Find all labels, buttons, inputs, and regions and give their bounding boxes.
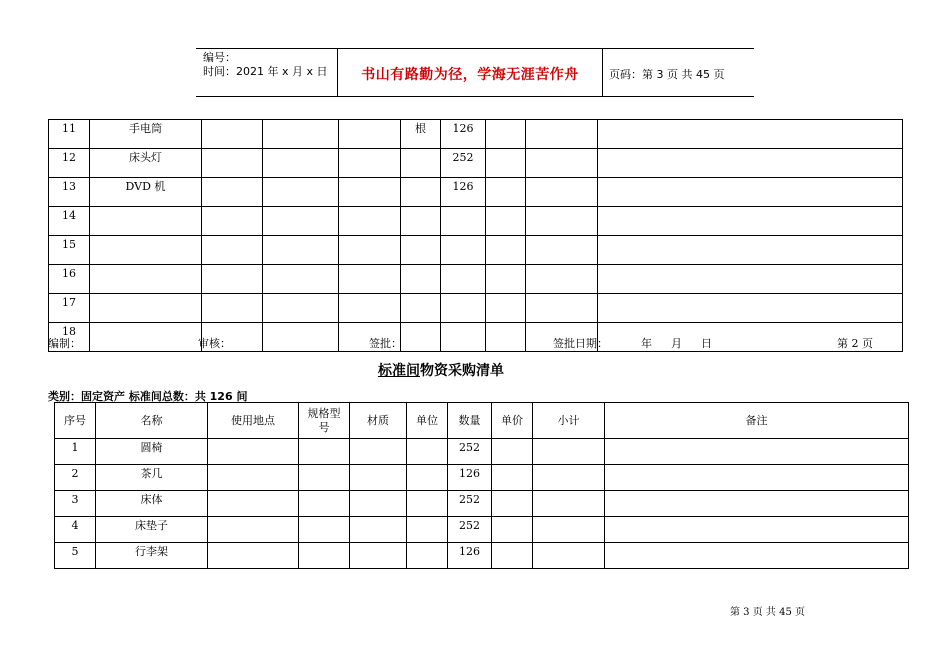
header-cell: 备注 (605, 403, 909, 439)
approve-date-label: 签批日期： (553, 337, 608, 350)
table-cell (598, 149, 903, 178)
table-cell (598, 120, 903, 149)
table-cell (202, 120, 263, 149)
table-cell (90, 207, 202, 236)
table-cell (407, 543, 448, 569)
table-cell (350, 517, 407, 543)
purchase-table (54, 402, 909, 569)
table-cell (202, 294, 263, 323)
table-cell (208, 543, 299, 569)
table-cell (401, 265, 441, 294)
table-cell (263, 178, 339, 207)
table-cell (441, 265, 486, 294)
table-cell (605, 491, 909, 517)
table-cell: 126 (448, 465, 492, 491)
table-cell (492, 543, 533, 569)
table-cell (299, 439, 350, 465)
table-cell: 15 (49, 236, 90, 265)
header-cell: 使用地点 (208, 403, 299, 439)
table-row (49, 149, 903, 178)
table-cell (605, 439, 909, 465)
table-cell (401, 236, 441, 265)
table-cell (263, 323, 339, 352)
table-cell (533, 543, 605, 569)
table-cell: DVD 机 (90, 178, 202, 207)
table-cell (202, 149, 263, 178)
table-cell (208, 439, 299, 465)
year-label: 年 (641, 337, 652, 350)
table-cell: 5 (55, 543, 96, 569)
reviewer-label: 审核： (198, 337, 231, 350)
table-cell (208, 465, 299, 491)
table-cell (526, 207, 598, 236)
table-row (49, 207, 903, 236)
table-cell: 行李架 (96, 543, 208, 569)
header-top-rule (196, 48, 754, 49)
table-cell: 茶几 (96, 465, 208, 491)
table-cell: 252 (448, 517, 492, 543)
day-label: 日 (701, 337, 712, 350)
table-row (49, 120, 903, 149)
table-cell (339, 236, 401, 265)
approver-label: 签批： (369, 337, 402, 350)
table-cell (526, 236, 598, 265)
table-cell (299, 543, 350, 569)
table-cell (605, 517, 909, 543)
table-cell (90, 294, 202, 323)
table-cell (533, 491, 605, 517)
table-cell (526, 120, 598, 149)
table-cell (299, 517, 350, 543)
table-cell (492, 439, 533, 465)
table-cell (526, 265, 598, 294)
table-cell: 手电筒 (90, 120, 202, 149)
table-cell: 252 (448, 439, 492, 465)
table-cell: 126 (448, 543, 492, 569)
table-cell (90, 236, 202, 265)
header-meta (203, 51, 328, 79)
table-cell (202, 207, 263, 236)
table-row (55, 543, 909, 569)
table-cell (202, 236, 263, 265)
table-cell (486, 149, 526, 178)
table-cell (407, 465, 448, 491)
table-cell (486, 294, 526, 323)
table-cell: 3 (55, 491, 96, 517)
table-cell (90, 323, 202, 352)
header-cell: 小计 (533, 403, 605, 439)
table-cell (401, 149, 441, 178)
table-row (55, 439, 909, 465)
table-cell (441, 236, 486, 265)
table-cell (208, 491, 299, 517)
table-cell (350, 465, 407, 491)
table-cell (598, 178, 903, 207)
table-cell: 18 (49, 323, 90, 352)
purchase-table-continued (48, 119, 903, 352)
table-cell: 14 (49, 207, 90, 236)
table-cell (526, 149, 598, 178)
table-cell (263, 149, 339, 178)
table-cell: 17 (49, 294, 90, 323)
header-bottom-rule (196, 96, 754, 97)
table-row (49, 178, 903, 207)
header-divider (602, 49, 603, 96)
table-cell: 床体 (96, 491, 208, 517)
table-cell (492, 491, 533, 517)
table-header-row (55, 403, 909, 439)
header-cell: 单价 (492, 403, 533, 439)
section-title-rest: 物资采购清单 (420, 363, 504, 379)
header-cell: 规格型号 (299, 403, 350, 439)
table-cell (263, 207, 339, 236)
table-cell: 11 (49, 120, 90, 149)
page-number-label: 第 2 页 (837, 337, 873, 350)
table-cell (339, 120, 401, 149)
table-cell: 圆椅 (96, 439, 208, 465)
header-cell: 序号 (55, 403, 96, 439)
table-cell (486, 207, 526, 236)
table-cell (486, 178, 526, 207)
table-cell: 126 (441, 120, 486, 149)
header-cell: 名称 (96, 403, 208, 439)
table-cell: 2 (55, 465, 96, 491)
table-cell: 126 (441, 178, 486, 207)
table-cell (339, 265, 401, 294)
table-cell (526, 178, 598, 207)
table-cell (533, 465, 605, 491)
table-cell (598, 236, 903, 265)
table-cell (441, 294, 486, 323)
header-page-label: 页码：第 3 页 共 45 页 (609, 68, 725, 81)
table-cell (486, 120, 526, 149)
table-cell (339, 207, 401, 236)
header-cell: 单位 (407, 403, 448, 439)
table-cell: 床头灯 (90, 149, 202, 178)
table-cell (407, 439, 448, 465)
table-cell: 1 (55, 439, 96, 465)
editor-label: 编制： (48, 337, 81, 350)
table-cell (492, 517, 533, 543)
table-cell (407, 491, 448, 517)
table-cell (486, 236, 526, 265)
table-row (49, 236, 903, 265)
header-cell: 数量 (448, 403, 492, 439)
table-cell (605, 465, 909, 491)
table-cell (339, 294, 401, 323)
table-cell (486, 323, 526, 352)
table-cell (598, 207, 903, 236)
table-cell: 床垫子 (96, 517, 208, 543)
table-cell: 252 (441, 149, 486, 178)
table-cell: 16 (49, 265, 90, 294)
table-row (55, 465, 909, 491)
table-cell (533, 517, 605, 543)
table-cell (598, 265, 903, 294)
table-row (55, 491, 909, 517)
table-row (55, 517, 909, 543)
table-row (49, 323, 903, 352)
table-cell (441, 323, 486, 352)
table-cell (401, 207, 441, 236)
table-cell (350, 543, 407, 569)
table-cell (526, 294, 598, 323)
header-cell: 材质 (350, 403, 407, 439)
footer-page-text: 第 3 页 共 45 页 (730, 607, 805, 618)
table-cell (299, 491, 350, 517)
table-cell: 13 (49, 178, 90, 207)
header-motto: 书山有路勤为径，学海无涯苦作舟 (361, 67, 579, 83)
table-cell (401, 178, 441, 207)
table-cell: 根 (401, 120, 441, 149)
serial-label: 编号： (203, 51, 236, 64)
table-cell (350, 439, 407, 465)
table-cell: 4 (55, 517, 96, 543)
table-cell (202, 178, 263, 207)
table-cell (598, 294, 903, 323)
table-cell (605, 543, 909, 569)
table-cell (339, 178, 401, 207)
table-cell (202, 265, 263, 294)
table-cell (533, 439, 605, 465)
table-cell (401, 323, 441, 352)
time-label: 时间：2021 年 x 月 x 日 (203, 65, 328, 78)
month-label: 月 (671, 337, 682, 350)
table-cell (263, 236, 339, 265)
table-cell (299, 465, 350, 491)
table-row (49, 294, 903, 323)
table-cell (263, 265, 339, 294)
table-cell (90, 265, 202, 294)
section-title-underlined: 标准间 (378, 363, 420, 379)
category-line: 类别：固定资产 标准间总数：共 126 间 (48, 390, 248, 403)
table-cell (263, 294, 339, 323)
table-cell (407, 517, 448, 543)
section-title (0, 360, 882, 380)
table-cell (263, 120, 339, 149)
table-cell: 12 (49, 149, 90, 178)
table-row (49, 265, 903, 294)
table-cell: 252 (448, 491, 492, 517)
table-cell (350, 491, 407, 517)
table-cell (208, 517, 299, 543)
table-cell (339, 149, 401, 178)
table-cell (441, 207, 486, 236)
table-cell (401, 294, 441, 323)
table-cell (486, 265, 526, 294)
table-cell (492, 465, 533, 491)
